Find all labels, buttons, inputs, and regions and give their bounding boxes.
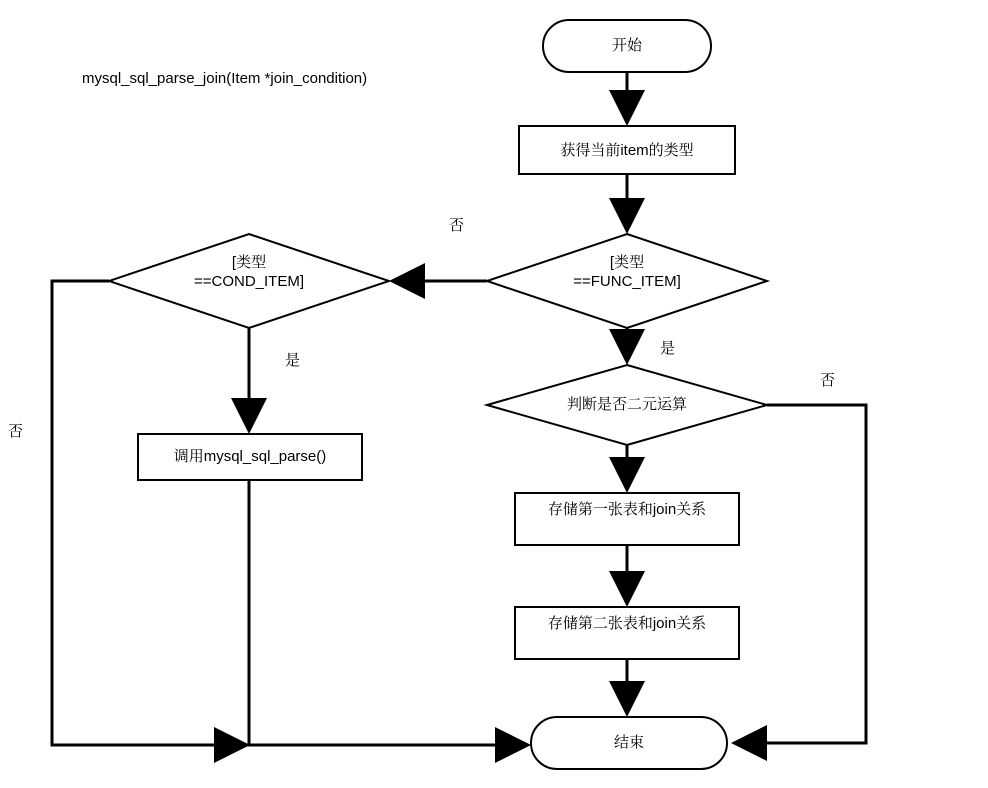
- node-get-type: [519, 126, 735, 174]
- node-store-second-label: 存储第二张表和join关系: [547, 615, 707, 632]
- diagram-caption: mysql_sql_parse_join(Item *join_condition): [82, 70, 368, 87]
- edge-label-cond-no: 否: [8, 423, 24, 440]
- edge-label-func-no: 否: [449, 217, 465, 234]
- node-get-type-label: 获得当前item的类型: [560, 142, 694, 159]
- node-start: [543, 20, 711, 72]
- node-binary-op-decision: [487, 365, 767, 445]
- node-end: [531, 717, 727, 769]
- node-func-item-decision: [487, 234, 767, 328]
- node-cond-item-decision: [109, 234, 389, 328]
- edge-label-binary-no: 否: [820, 372, 836, 389]
- node-func-item-label: [类型 ==FUNC_ITEM]: [573, 254, 681, 290]
- edge-label-func-yes: 是: [660, 340, 676, 357]
- node-call-parse-label: 调用mysql_sql_parse(): [173, 448, 327, 465]
- edge-call-parse-to-end: [249, 480, 250, 745]
- edge-binary-op-to-end: [737, 405, 866, 743]
- node-call-parse: [138, 434, 362, 480]
- node-cond-item-label: [类型 ==COND_ITEM]: [193, 254, 305, 290]
- node-start-label: 开始: [611, 37, 642, 54]
- node-binary-op-label: 判断是否二元运算: [566, 396, 687, 413]
- node-store-second-table: [515, 607, 739, 659]
- edge-cond-item-to-end: [52, 281, 525, 745]
- node-store-first-label: 存储第一张表和join关系: [547, 501, 707, 518]
- node-end-label: 结束: [613, 734, 644, 751]
- edge-label-cond-yes: 是: [285, 352, 301, 369]
- node-store-first-table: [515, 493, 739, 545]
